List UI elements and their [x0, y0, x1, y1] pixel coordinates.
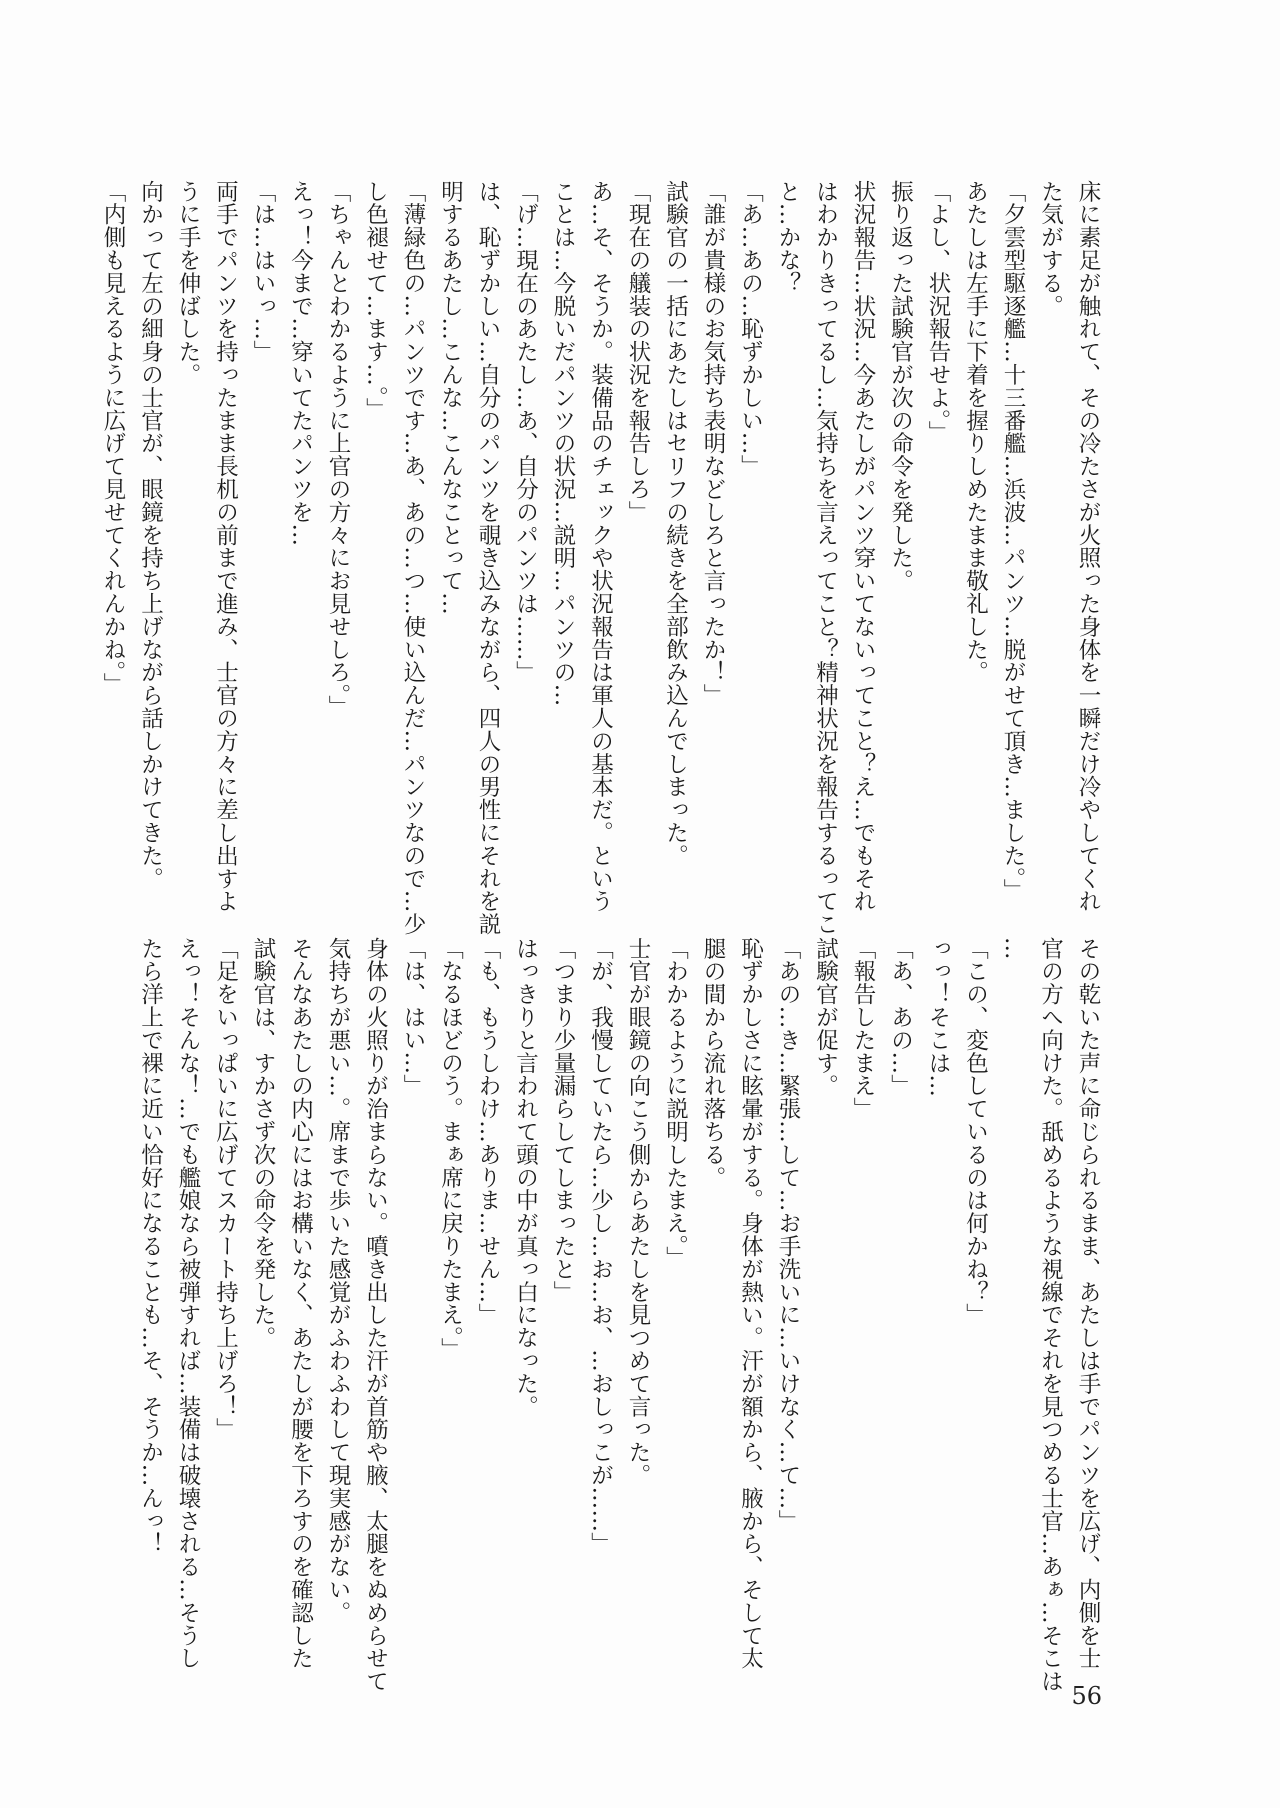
- upper-text-line: 「ちゃんとわかるように上官の方々にお見せしろ。」: [325, 180, 351, 719]
- upper-text-line: 「げ…現在のあたし…あ、自分のパンツは……」: [512, 180, 539, 684]
- upper-text-line: あたしは左手に下着を握りしめたまま敬礼した。: [962, 180, 989, 684]
- lower-text-line: その乾いた声に命じられるまま、あたしは手でパンツを広げ、内側を士: [1075, 937, 1101, 1670]
- upper-text-line: ことは…今脱いだパンツの状況…説明…パンツの…: [550, 180, 576, 707]
- page-number: 56: [1071, 1682, 1102, 1710]
- lower-text-block: [131, 937, 1106, 1693]
- upper-text-line: 「薄緑色の…パンツです…あ、あの…つ…使い込んだ…パンツなので…少: [400, 180, 426, 936]
- lower-text-line: はっきりと言われて頭の中が真っ白になった。: [512, 937, 539, 1418]
- lower-text-line: 「が、我慢していたら…少し…お…お、…おしっこが……」: [587, 937, 614, 1556]
- upper-text-line: 「現在の艤装の状況を報告しろ」: [625, 180, 651, 524]
- upper-text-line: 「内側も見えるように広げて見せてくれんかね。」: [100, 180, 126, 696]
- upper-text-line: 両手でパンツを持ったまま長机の前まで進み、士官の方々に差し出すよ: [212, 180, 239, 913]
- lower-text-line: …: [1000, 937, 1026, 960]
- lower-text-line: 「報告したまえ」: [850, 937, 876, 1121]
- upper-text-line: 振り返った試験官が次の命令を発した。: [887, 180, 914, 593]
- upper-text-line: 状況報告…状況…今あたしがパンツ穿いてないってこと？え…でもそれ: [850, 180, 876, 913]
- upper-text-line: うに手を伸ばした。: [175, 180, 201, 387]
- lower-text-line: 恥ずかしさに眩暈がする。身体が熱い。汗が額から、腋から、そして太: [737, 937, 764, 1670]
- lower-text-line: 「も、もうしわけ…ありま…せん…」: [475, 937, 501, 1327]
- lower-text-line: 「つまり少量漏らしてしまったと」: [550, 937, 576, 1304]
- upper-text-line: あ…そ、そうか。装備品のチェックや状況報告は軍人の基本だ。という: [587, 180, 614, 913]
- upper-text-line: 向かって左の細身の士官が、眼鏡を持ち上げながら話しかけてきた。: [137, 180, 164, 890]
- upper-text-line: 「は…はいっ…」: [250, 180, 276, 364]
- upper-text-line: は、恥ずかしい…自分のパンツを覗き込みながら、四人の男性にそれを説: [475, 180, 501, 936]
- upper-text-line: と…かな？: [775, 180, 801, 295]
- lower-text-line: っっ！そこは…: [925, 937, 951, 1098]
- lower-text-line: 士官が眼鏡の向こう側からあたしを見つめて言った。: [625, 937, 651, 1487]
- upper-text-line: し色褪せて…ます…。」: [362, 180, 389, 421]
- upper-text-line: 試験官の一括にあたしはセリフの続きを全部飲み込んでしまった。: [662, 180, 689, 867]
- upper-text-line: た気がする。: [1037, 180, 1064, 318]
- lower-text-line: 官の方へ向けた。舐めるような視線でそれを見つめる士官…あぁ…そこは: [1037, 937, 1064, 1693]
- upper-text-block: [94, 180, 1107, 936]
- lower-text-line: 腿の間から流れ落ちる。: [700, 937, 726, 1189]
- lower-text-line: 「この、変色しているのは何かね？」: [962, 937, 989, 1327]
- upper-text-line: 「よし、状況報告せよ。」: [925, 180, 951, 444]
- upper-text-line: 明するあたし…こんな…こんなことって…: [437, 180, 464, 616]
- lower-text-line: 「は、はい…」: [400, 937, 426, 1098]
- lower-text-line: 気持ちが悪い…。席まで歩いた感覚がふわふわして現実感がない。: [325, 937, 351, 1624]
- upper-text-line: 床に素足が触れて、その冷たさが火照った身体を一瞬だけ冷やしてくれ: [1075, 180, 1101, 913]
- lower-text-line: えっ！そんな！…でも艦娘なら被弾すれば…装備は破壊される…そうし: [175, 937, 201, 1670]
- lower-text-line: 試験官が促す。: [812, 937, 839, 1098]
- lower-text-line: 身体の火照りが治まらない。噴き出した汗が首筋や腋、太腿をぬめらせて: [362, 937, 389, 1693]
- lower-text-line: 「あ、あの…」: [887, 937, 914, 1098]
- upper-text-line: はわかりきってるし…気持ちを言えってこと？精神状況を報告するってこ: [812, 180, 839, 936]
- lower-text-line: 「わかるように説明したまえ。」: [662, 937, 689, 1270]
- upper-text-line: 「誰が貴様のお気持ち表明などしろと言ったか！」: [700, 180, 726, 707]
- lower-text-line: 「あの…き…緊張…して…お手洗いに…いけなく…て…」: [775, 937, 801, 1533]
- lower-text-line: たら洋上で裸に近い恰好になることも…そ、そうか…んっ！: [137, 937, 164, 1556]
- upper-text-line: 「夕雲型駆逐艦…十三番艦…浜波…パンツ…脱がせて頂き…ました。」: [1000, 180, 1026, 902]
- lower-text-line: そんなあたしの内心にはお構いなく、あたしが腰を下ろすのを確認した: [287, 937, 314, 1670]
- lower-text-line: 「足をいっぱいに広げてスカート持ち上げろ！」: [212, 937, 239, 1441]
- lower-text-line: 試験官は、すかさず次の命令を発した。: [250, 937, 276, 1350]
- upper-text-line: 「あ…あの…恥ずかしい…」: [737, 180, 764, 478]
- lower-text-line: 「なるほどのう。まぁ席に戻りたまえ。」: [437, 937, 464, 1361]
- upper-text-line: えっ！今まで…穿いてたパンツを…: [287, 180, 314, 547]
